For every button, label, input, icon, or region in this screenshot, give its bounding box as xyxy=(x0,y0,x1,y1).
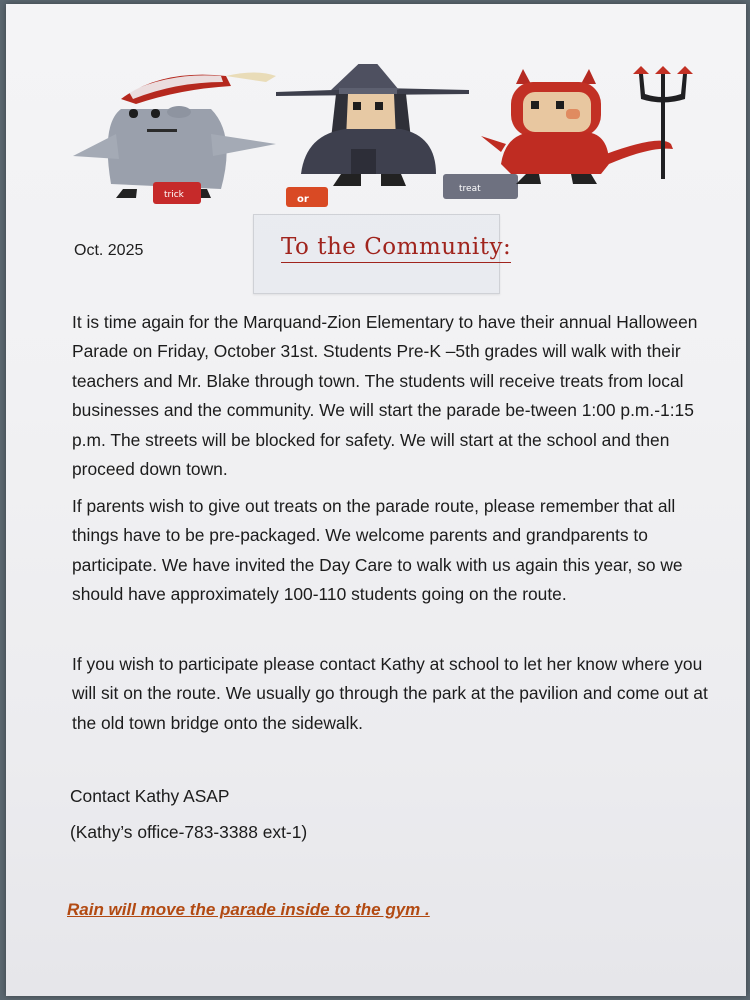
treat-bucket xyxy=(443,174,518,199)
halloween-illustration xyxy=(61,64,741,214)
contact-line: Contact Kathy ASAP xyxy=(70,786,230,806)
flyer-paper xyxy=(6,4,746,996)
devil-character xyxy=(481,66,693,184)
treat-label: treat xyxy=(459,184,481,194)
trick-label: trick xyxy=(164,190,184,200)
rain-note: Rain will move the parade inside to the gym . xyxy=(67,900,430,919)
ghost-character xyxy=(73,73,276,199)
page-title: To the Community: xyxy=(281,232,511,263)
date-line: Oct. 2025 xyxy=(74,242,144,259)
or-label: or xyxy=(297,194,309,205)
or-bucket xyxy=(286,187,328,207)
trick-bucket xyxy=(153,182,201,204)
phone-line: (Kathy’s office-783-3388 ext-1) xyxy=(70,822,308,842)
paragraph-3: If you wish to participate please contact Kathy at school to let her know where you will sit on the route. We usually go through the park at the pavilion and come out at the old town bridge onto the sidewalk. xyxy=(72,654,708,733)
paragraph-1: It is time again for the Marquand-Zion Elementary to have their annual Halloween Parade on Friday, October 31st. Students Pre-K –5th grades will walk with their teachers and Mr. Blake through town. The students will receive treats from local businesses and the community. We will start the parade be-tween 1:00 p.m.-1:15 p.m. The streets will be blocked for safety. We will start at the school and then proceed down town. xyxy=(72,312,698,480)
paragraph-2: If parents wish to give out treats on the parade route, please remember that all things have to be pre-packaged. We welcome parents and grandparents to participate. We have invited the Day Care to walk with us again this year, so we should have approximately 100-110 students going on the route. xyxy=(72,496,683,605)
witch-character xyxy=(276,64,469,186)
